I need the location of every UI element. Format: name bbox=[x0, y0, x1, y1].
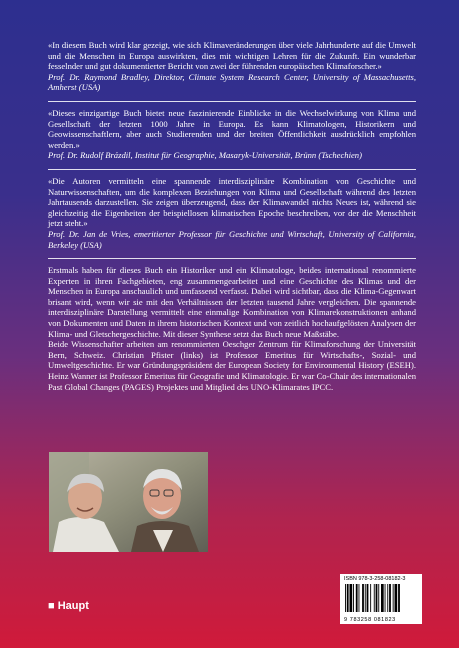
publisher-logo bbox=[48, 600, 89, 612]
quote-attribution: Prof. Dr. Raymond Bradley, Direktor, Climate System Research Center, University of Massachusetts, Amherst (USA) bbox=[48, 71, 416, 93]
publisher-dot: ■ bbox=[48, 600, 55, 612]
quote-bradley bbox=[48, 40, 416, 93]
quote-text: «Die Autoren vermitteln eine spannende interdisziplinäre Kombination von Geschichte und Naturwissenschaften, um die komplexen Beziehungen von Klima und Gesellschaft während des letzten Jahrtausends darzustellen. Sie zeigen überzeugend, dass der Klimawandel nichts Neues ist, während sie gleichzeitig die Eigenheiten der beispiellosen klimatischen Epoche beschreiben, vor der die Menschheit jetzt steht.» bbox=[48, 175, 416, 229]
barcode bbox=[340, 574, 422, 624]
back-cover-text bbox=[48, 40, 416, 392]
quote-text: «In diesem Buch wird klar gezeigt, wie sich Klimaveränderungen über viele Jahrhunderte auf die Umwelt und die Menschen in Europa auswirkten, dies mit wichtigen Lehren für die Zukunft. Ein wunderbar fesselnder und gut dokumentierter Bericht von zwei der führenden europäischen Klimaforscher.» bbox=[48, 40, 416, 72]
isbn-number: ISBN 978-3-258-08182-3 bbox=[344, 576, 406, 582]
author-bio-paragraph: Beide Wissenschafter arbeiten am renommierten Oeschger Zentrum für Klimaforschung der Universität Bern, Schweiz. Christian Pfister (links) ist Professor Emeritus für Wirtschafts-, Sozial- und Umweltgeschichte. Er war Gründungspräsident der European Society for Environmental History (ESEH). Heinz Wanner ist Professor Emeritus für Geografie und Klimatologie. Er war Co-Chair des internationalen Past Global Changes (PAGES) Projektes und Mitglied des UNO-Klimarates IPCC. bbox=[48, 339, 416, 392]
publisher-name: Haupt bbox=[57, 600, 89, 612]
quote-text: «Dieses einzigartige Buch bietet neue faszinierende Einblicke in die Wechselwirkung von Klima und Gesellschaft der letzten 1000 Jahre in Europa. Es kann Klimatologen, Historikern und Geowissenschaftlern, aber auch Studierenden und der breiten Öffentlichkeit ausdrücklich empfohlen werden.» bbox=[48, 107, 416, 150]
quote-attribution: Prof. Dr. Rudolf Brázdil, Institut für Geographie, Masaryk-Universität, Brünn (Tschechien) bbox=[48, 150, 362, 161]
description-paragraph: Erstmals haben für dieses Buch ein Historiker und ein Klimatologe, beides international renommierte Experten in ihren Fachgebieten, eng zusammengearbeitet und eine Geschichte des Klimas und der Menschen in Europa anschaulich und umfassend verfasst. Dabei wird sichtbar, dass die Klima-Gegenwart brisant wird, wenn wir sie mit den Verhältnissen der letzten tausend Jahre vergleichen. Die spannende interdisziplinäre Darstellung vermittelt eine einmalige Kombination von Klimarekonstruktionen anhand von Dokumenten und Daten in ihrem historischen Kontext und von zeitlich hochaufgelösten Analysen der Klima- und Gletschergeschichte. Mit dieser Synthese setzt das Buch neue Maßstäbe. bbox=[48, 265, 416, 339]
divider bbox=[48, 258, 416, 259]
divider bbox=[48, 169, 416, 170]
divider bbox=[48, 101, 416, 102]
authors-photo-image bbox=[49, 452, 208, 552]
book-description bbox=[48, 265, 416, 392]
barcode-bars bbox=[344, 584, 418, 612]
quote-attribution: Prof. Dr. Jan de Vries, emeritierter Professor für Geschichte und Wirtschaft, University of California, Berkeley (USA) bbox=[48, 228, 416, 250]
authors-photo bbox=[49, 452, 208, 552]
quote-de-vries bbox=[48, 176, 416, 250]
ean-number: 9 783258 081823 bbox=[344, 617, 396, 623]
quote-brazdil bbox=[48, 108, 416, 161]
